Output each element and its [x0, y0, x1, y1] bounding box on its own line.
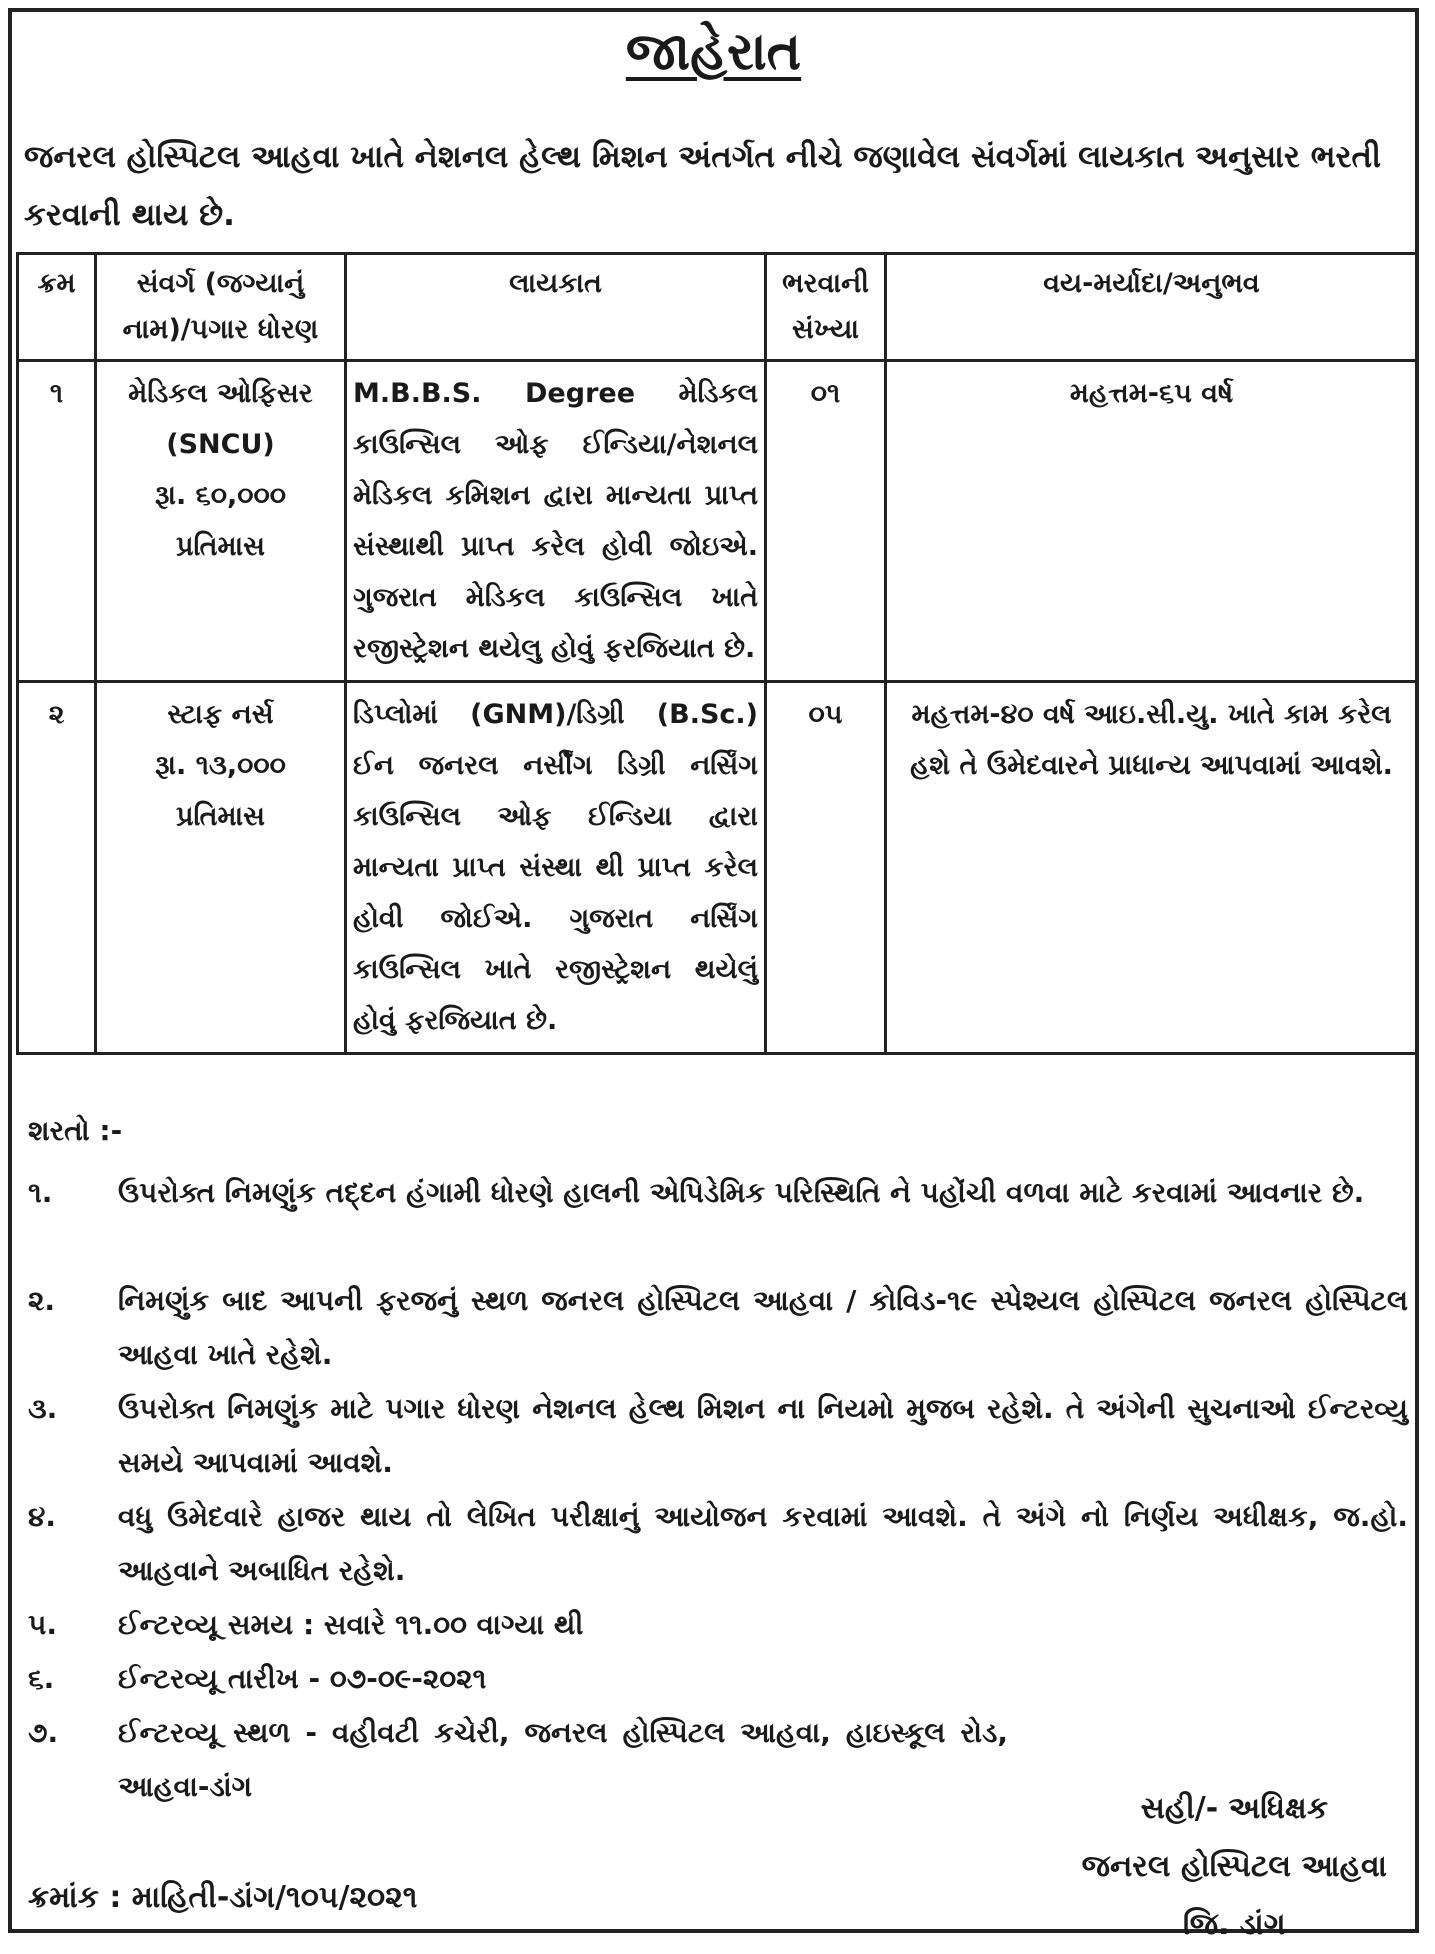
term-item: [28, 1274, 1408, 1382]
term-item: [28, 1490, 1408, 1598]
cell-age: મહત્તમ-૬૫ વર્ષ: [886, 361, 1418, 682]
cell-sr: ૨: [18, 682, 96, 1054]
table-row: [18, 361, 1418, 682]
post-unit: (SNCU): [166, 429, 275, 460]
cell-sr: ૧: [18, 361, 96, 682]
term-number: ૩.: [28, 1392, 58, 1425]
term-number: ૭.: [28, 1716, 59, 1749]
term-item: [28, 1166, 1408, 1220]
cell-post: [96, 682, 346, 1054]
term-item: [28, 1706, 1008, 1814]
terms-heading: શરતો :-: [28, 1114, 123, 1147]
table-header-row: [18, 254, 1418, 361]
advertisement-page: [8, 8, 1419, 1942]
header-age: વય-મર્યાદા/અનુભવ: [886, 254, 1418, 361]
post-pay: રૂા. ૧૩,૦૦૦: [155, 750, 286, 781]
term-number: ૨.: [28, 1284, 56, 1317]
reference-number: ક્રમાંક : માહિતી-ડાંગ/૧૦૫/૨૦૨૧: [28, 1880, 418, 1915]
table-row: [18, 682, 1418, 1054]
term-number: ૫.: [28, 1608, 58, 1641]
term-text: ઈન્ટરવ્યૂ સ્થળ - વહીવટી કચેરી, જનરલ હોસ્પિટલ આહવા, હાઇસ્કૂલ રોડ, આહવા-ડાંગ: [118, 1716, 1008, 1803]
signature-block: [1082, 1780, 1387, 1954]
term-number: ૧.: [28, 1176, 53, 1209]
term-number: ૬.: [28, 1662, 55, 1695]
signature-line: જનરલ હોસ્પિટલ આહવા: [1081, 1849, 1387, 1884]
header-qualification: લાયકાત: [346, 254, 766, 361]
cell-qualification: ડિપ્લોમાં (GNM)/ડિગ્રી (B.Sc.) ઈન જનરલ નર્સીંગ ડિગ્રી નર્સિંગ કાઉન્સિલ ઓફ ઈન્ડિયા દ્વારા માન્યતા પ્રાપ્ત સંસ્થા થી પ્રાપ્ત કરેલ હોવી જોઈએ. ગુજરાત નર્સિંગ કાઉન્સિલ ખાતે રજીસ્ટ્રેશન થયેલું હોવું ફરજિયાત છે.: [346, 682, 766, 1054]
header-post: સંવર્ગ (જગ્યાનું નામ)/પગાર ધોરણ: [96, 254, 346, 361]
term-text: ઉપરોક્ત નિમણુંક તદ્દન હંગામી ધોરણે હાલની એપિડેમિક પરિસ્થિતિ ને પહોંચી વળવા માટે કરવામાં આવનાર છે.: [118, 1176, 1365, 1209]
post-name: મેડિકલ ઓફિસર: [128, 378, 313, 409]
term-text: ઈન્ટરવ્યૂ સમય : સવારે ૧૧.૦૦ વાગ્યા થી: [118, 1608, 584, 1641]
term-item: [28, 1652, 1408, 1706]
header-sr: ક્રમ: [18, 254, 96, 361]
post-period: પ્રતિમાસ: [175, 801, 266, 832]
post-name: સ્ટાફ નર્સ: [167, 699, 274, 730]
term-number: ૪.: [28, 1500, 56, 1533]
term-text: વધુ ઉમેદવારે હાજર થાય તો લેખિત પરીક્ષાનું આયોજન કરવામાં આવશે. તે અંગે નો નિર્ણય અધીક્ષક, જ.હો. આહવાને અબાધિત રહેશે.: [118, 1500, 1408, 1587]
signature-line: જિ. ડાંગ: [1182, 1907, 1286, 1942]
signature-line: સહી/- અધિક્ષક: [1140, 1791, 1329, 1826]
term-text: ઈન્ટરવ્યૂ તારીખ - ૦૭-૦૯-૨૦૨૧: [118, 1662, 487, 1695]
term-item: [28, 1382, 1408, 1490]
cell-age: મહત્તમ-૪૦ વર્ષ આઇ.સી.યુ. ખાતે કામ કરેલ હશે તે ઉમેદવારને પ્રાધાન્ય આપવામાં આવશે.: [886, 682, 1418, 1054]
page-title: જાહેરાત: [625, 22, 802, 82]
cell-post: [96, 361, 346, 682]
post-period: પ્રતિમાસ: [175, 531, 266, 562]
cell-qualification: M.B.B.S. Degree મેડિકલ કાઉન્સિલ ઓફ ઈન્ડિયા/નેશનલ મેડિકલ કમિશન દ્વારા માન્યતા પ્રાપ્ત સંસ્થાથી પ્રાપ્ત કરેલ હોવી જોઇએ. ગુજરાત મેડિકલ કાઉન્સિલ ખાતે રજીસ્ટ્રેશન થયેલુ હોવું ફરજિયાત છે.: [346, 361, 766, 682]
header-vacancies: ભરવાની સંખ્યા: [766, 254, 886, 361]
term-item: [28, 1598, 1408, 1652]
term-text: ઉપરોક્ત નિમણુંક માટે પગાર ધોરણ નેશનલ હેલ્થ મિશન ના નિયમો મુજબ રહેશે. તે અંગેની સુચનાઓ ઈન્ટરવ્યુ સમયે આપવામાં આવશે.: [118, 1392, 1408, 1479]
cell-vacancies: ૦૫: [766, 682, 886, 1054]
term-text: નિમણુંક બાદ આપની ફરજનું સ્થળ જનરલ હોસ્પિટલ આહવા / કોવિડ-૧૯ સ્પેશ્યલ હોસ્પિટલ જનરલ હોસ્પિટલ આહવા ખાતે રહેશે.: [118, 1284, 1408, 1371]
post-pay: રૂા. ૬૦,૦૦૦: [154, 480, 287, 511]
cell-vacancies: ૦૧: [766, 361, 886, 682]
vacancy-table: [16, 252, 1419, 1055]
intro-paragraph: જનરલ હોસ્પિટલ આહવા ખાતે નેશનલ હેલ્થ મિશન અંતર્ગત નીચે જણાવેલ સંવર્ગમાં લાયકાત અનુસાર ભરતી કરવાની થાય છે.: [24, 139, 1381, 233]
